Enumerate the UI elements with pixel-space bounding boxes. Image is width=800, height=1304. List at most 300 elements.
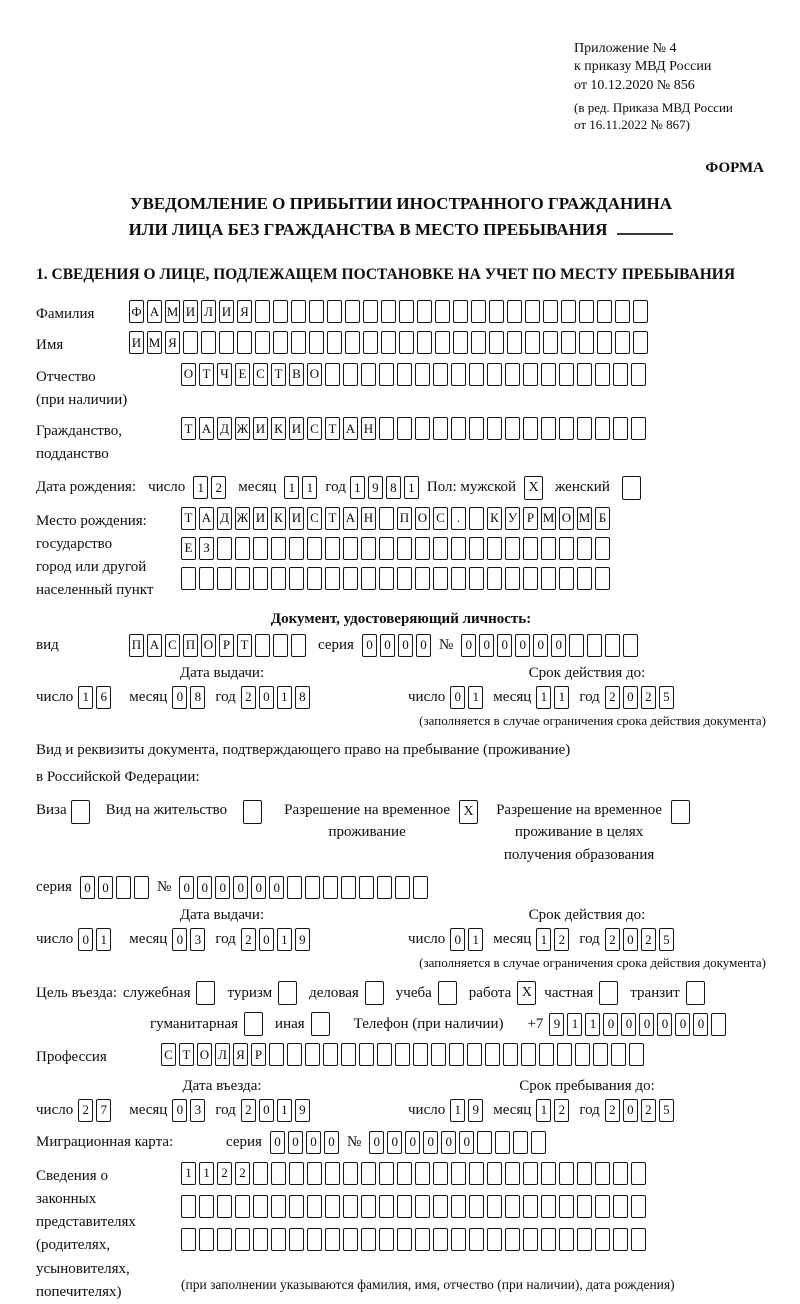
char-box[interactable]: 1 [78, 686, 93, 709]
char-box[interactable]: К [487, 507, 502, 530]
char-box[interactable] [183, 331, 198, 354]
char-box[interactable]: 0 [251, 876, 266, 899]
char-box[interactable] [359, 1043, 374, 1066]
char-box[interactable]: А [147, 300, 162, 323]
char-box[interactable] [513, 1131, 528, 1154]
char-box[interactable]: 0 [259, 928, 274, 951]
char-box[interactable]: 8 [190, 686, 205, 709]
char-box[interactable]: А [343, 417, 358, 440]
char-box[interactable] [289, 567, 304, 590]
char-box[interactable]: 1 [302, 476, 317, 499]
char-box[interactable]: 1 [468, 928, 483, 951]
char-box[interactable] [631, 1228, 646, 1251]
char-box[interactable]: 5 [659, 928, 674, 951]
char-box[interactable] [413, 876, 428, 899]
char-box[interactable] [345, 331, 360, 354]
char-box[interactable] [711, 1013, 726, 1036]
char-box[interactable]: 1 [96, 928, 111, 951]
char-box[interactable]: 9 [368, 476, 383, 499]
char-box[interactable] [235, 1195, 250, 1218]
char-box[interactable]: 0 [551, 634, 566, 657]
char-box[interactable]: О [415, 507, 430, 530]
char-box[interactable] [341, 876, 356, 899]
char-box[interactable] [523, 567, 538, 590]
char-box[interactable] [273, 300, 288, 323]
char-box[interactable] [577, 567, 592, 590]
char-box[interactable]: Ч [217, 363, 232, 386]
char-box[interactable] [449, 1043, 464, 1066]
char-box[interactable]: 1 [181, 1162, 196, 1185]
char-box[interactable] [559, 1162, 574, 1185]
char-box[interactable] [271, 1195, 286, 1218]
char-box[interactable]: Т [181, 507, 196, 530]
char-box[interactable] [433, 363, 448, 386]
char-box[interactable]: 5 [659, 1099, 674, 1122]
char-box[interactable]: Т [199, 363, 214, 386]
char-box[interactable]: И [253, 507, 268, 530]
char-box[interactable]: 2 [217, 1162, 232, 1185]
char-box[interactable]: 2 [241, 928, 256, 951]
char-box[interactable] [595, 537, 610, 560]
char-box[interactable] [467, 1043, 482, 1066]
char-box[interactable]: 9 [295, 1099, 310, 1122]
char-box[interactable] [451, 537, 466, 560]
char-box[interactable]: 0 [533, 634, 548, 657]
char-box[interactable]: П [183, 634, 198, 657]
char-box[interactable] [397, 1162, 412, 1185]
char-box[interactable]: 5 [659, 686, 674, 709]
char-box[interactable] [343, 1162, 358, 1185]
purpose-official-checkbox[interactable] [196, 981, 215, 1005]
char-box[interactable]: О [201, 634, 216, 657]
char-box[interactable] [505, 537, 520, 560]
char-box[interactable] [361, 537, 376, 560]
char-box[interactable] [613, 417, 628, 440]
char-box[interactable] [541, 1162, 556, 1185]
char-box[interactable] [559, 567, 574, 590]
char-box[interactable]: К [271, 507, 286, 530]
char-box[interactable] [597, 331, 612, 354]
char-box[interactable]: 2 [241, 1099, 256, 1122]
char-box[interactable] [397, 417, 412, 440]
char-box[interactable] [343, 363, 358, 386]
char-box[interactable]: Е [181, 537, 196, 560]
char-box[interactable] [431, 1043, 446, 1066]
char-box[interactable]: 2 [235, 1162, 250, 1185]
char-box[interactable]: 1 [567, 1013, 582, 1036]
char-box[interactable] [525, 331, 540, 354]
char-box[interactable] [199, 567, 214, 590]
char-box[interactable]: 2 [605, 1099, 620, 1122]
char-box[interactable]: 0 [369, 1131, 384, 1154]
char-box[interactable] [289, 1195, 304, 1218]
char-box[interactable] [451, 1162, 466, 1185]
residence-permit-checkbox[interactable] [243, 800, 262, 824]
char-box[interactable]: 9 [295, 928, 310, 951]
char-box[interactable]: 1 [468, 686, 483, 709]
char-box[interactable] [487, 1195, 502, 1218]
char-box[interactable] [487, 1162, 502, 1185]
char-box[interactable] [485, 1043, 500, 1066]
char-box[interactable] [633, 300, 648, 323]
char-box[interactable] [531, 1131, 546, 1154]
char-box[interactable] [361, 1228, 376, 1251]
char-box[interactable] [561, 331, 576, 354]
char-box[interactable]: 1 [536, 928, 551, 951]
char-box[interactable]: 0 [693, 1013, 708, 1036]
char-box[interactable]: Я [165, 331, 180, 354]
char-box[interactable] [593, 1043, 608, 1066]
char-box[interactable] [469, 417, 484, 440]
char-box[interactable]: 2 [554, 1099, 569, 1122]
char-box[interactable] [273, 331, 288, 354]
char-box[interactable] [451, 417, 466, 440]
char-box[interactable] [489, 300, 504, 323]
char-box[interactable] [273, 634, 288, 657]
char-box[interactable]: 0 [380, 634, 395, 657]
char-box[interactable] [471, 300, 486, 323]
char-box[interactable] [451, 1228, 466, 1251]
char-box[interactable] [377, 876, 392, 899]
char-box[interactable] [543, 331, 558, 354]
char-box[interactable] [381, 300, 396, 323]
char-box[interactable] [361, 567, 376, 590]
char-box[interactable] [323, 876, 338, 899]
char-box[interactable] [395, 876, 410, 899]
char-box[interactable] [559, 537, 574, 560]
char-box[interactable] [433, 417, 448, 440]
char-box[interactable] [287, 876, 302, 899]
char-box[interactable] [253, 1162, 268, 1185]
char-box[interactable] [469, 1162, 484, 1185]
char-box[interactable] [577, 417, 592, 440]
char-box[interactable] [181, 1228, 196, 1251]
char-box[interactable]: 9 [549, 1013, 564, 1036]
char-box[interactable] [305, 876, 320, 899]
char-box[interactable]: С [253, 363, 268, 386]
char-box[interactable] [469, 363, 484, 386]
char-box[interactable] [413, 1043, 428, 1066]
char-box[interactable]: 0 [172, 686, 187, 709]
char-box[interactable]: Т [271, 363, 286, 386]
char-box[interactable] [577, 1195, 592, 1218]
char-box[interactable] [505, 1228, 520, 1251]
char-box[interactable] [569, 634, 584, 657]
char-box[interactable]: П [129, 634, 144, 657]
char-box[interactable]: В [289, 363, 304, 386]
char-box[interactable] [587, 634, 602, 657]
char-box[interactable] [255, 634, 270, 657]
char-box[interactable] [559, 1228, 574, 1251]
char-box[interactable] [379, 1162, 394, 1185]
char-box[interactable]: 0 [215, 876, 230, 899]
gender-female-checkbox[interactable] [622, 476, 641, 500]
char-box[interactable] [343, 567, 358, 590]
char-box[interactable] [613, 1228, 628, 1251]
char-box[interactable]: О [559, 507, 574, 530]
char-box[interactable]: 3 [190, 1099, 205, 1122]
char-box[interactable]: 2 [241, 686, 256, 709]
char-box[interactable]: 1 [536, 1099, 551, 1122]
char-box[interactable]: 0 [405, 1131, 420, 1154]
char-box[interactable] [397, 1228, 412, 1251]
char-box[interactable]: И [129, 331, 144, 354]
char-box[interactable] [343, 1228, 358, 1251]
char-box[interactable] [361, 1162, 376, 1185]
char-box[interactable] [559, 363, 574, 386]
char-box[interactable]: Ж [235, 507, 250, 530]
char-box[interactable] [435, 300, 450, 323]
char-box[interactable]: 0 [657, 1013, 672, 1036]
char-box[interactable]: 1 [554, 686, 569, 709]
char-box[interactable] [557, 1043, 572, 1066]
char-box[interactable]: Е [235, 363, 250, 386]
char-box[interactable] [615, 331, 630, 354]
char-box[interactable] [379, 567, 394, 590]
char-box[interactable] [613, 1195, 628, 1218]
char-box[interactable]: 0 [233, 876, 248, 899]
char-box[interactable] [631, 417, 646, 440]
char-box[interactable]: . [451, 507, 466, 530]
char-box[interactable]: Б [595, 507, 610, 530]
char-box[interactable]: 2 [605, 928, 620, 951]
char-box[interactable]: 0 [416, 634, 431, 657]
char-box[interactable] [525, 300, 540, 323]
char-box[interactable] [217, 1195, 232, 1218]
char-box[interactable] [433, 1162, 448, 1185]
char-box[interactable]: 2 [641, 928, 656, 951]
char-box[interactable]: 0 [98, 876, 113, 899]
char-box[interactable] [523, 1195, 538, 1218]
char-box[interactable]: Т [325, 417, 340, 440]
char-box[interactable] [575, 1043, 590, 1066]
char-box[interactable] [523, 363, 538, 386]
char-box[interactable]: Т [179, 1043, 194, 1066]
char-box[interactable]: Ф [129, 300, 144, 323]
char-box[interactable] [505, 567, 520, 590]
char-box[interactable] [489, 331, 504, 354]
char-box[interactable]: О [307, 363, 322, 386]
char-box[interactable] [289, 1228, 304, 1251]
char-box[interactable] [487, 417, 502, 440]
char-box[interactable] [631, 363, 646, 386]
char-box[interactable] [613, 363, 628, 386]
char-box[interactable] [235, 537, 250, 560]
char-box[interactable] [201, 331, 216, 354]
char-box[interactable] [253, 1195, 268, 1218]
char-box[interactable] [433, 1228, 448, 1251]
char-box[interactable]: 0 [461, 634, 476, 657]
char-box[interactable] [415, 363, 430, 386]
char-box[interactable]: 0 [288, 1131, 303, 1154]
char-box[interactable] [399, 300, 414, 323]
char-box[interactable] [397, 567, 412, 590]
char-box[interactable] [399, 331, 414, 354]
char-box[interactable]: Ж [235, 417, 250, 440]
char-box[interactable] [505, 417, 520, 440]
purpose-work-checkbox[interactable]: X [517, 981, 536, 1005]
char-box[interactable] [291, 331, 306, 354]
char-box[interactable] [469, 507, 484, 530]
char-box[interactable] [307, 1162, 322, 1185]
char-box[interactable] [415, 1162, 430, 1185]
char-box[interactable]: 0 [78, 928, 93, 951]
char-box[interactable] [541, 417, 556, 440]
char-box[interactable]: Д [217, 507, 232, 530]
char-box[interactable] [487, 567, 502, 590]
char-box[interactable]: У [505, 507, 520, 530]
char-box[interactable] [379, 1195, 394, 1218]
char-box[interactable] [271, 567, 286, 590]
char-box[interactable]: М [147, 331, 162, 354]
char-box[interactable]: Н [361, 417, 376, 440]
char-box[interactable]: Р [251, 1043, 266, 1066]
char-box[interactable]: 0 [362, 634, 377, 657]
char-box[interactable] [469, 1195, 484, 1218]
char-box[interactable] [361, 1195, 376, 1218]
char-box[interactable] [271, 1162, 286, 1185]
char-box[interactable] [343, 537, 358, 560]
purpose-private-checkbox[interactable] [599, 981, 618, 1005]
char-box[interactable] [377, 1043, 392, 1066]
char-box[interactable]: 0 [621, 1013, 636, 1036]
char-box[interactable]: А [199, 507, 214, 530]
char-box[interactable]: 0 [639, 1013, 654, 1036]
purpose-humanitarian-checkbox[interactable] [244, 1012, 263, 1036]
char-box[interactable]: Н [361, 507, 376, 530]
char-box[interactable] [217, 567, 232, 590]
char-box[interactable]: 8 [295, 686, 310, 709]
char-box[interactable]: 0 [623, 928, 638, 951]
char-box[interactable]: З [199, 537, 214, 560]
char-box[interactable] [269, 1043, 284, 1066]
char-box[interactable]: 0 [479, 634, 494, 657]
char-box[interactable]: 1 [350, 476, 365, 499]
char-box[interactable]: 0 [197, 876, 212, 899]
purpose-other-checkbox[interactable] [311, 1012, 330, 1036]
char-box[interactable] [379, 537, 394, 560]
char-box[interactable] [523, 1162, 538, 1185]
char-box[interactable]: 0 [172, 928, 187, 951]
char-box[interactable]: 0 [259, 686, 274, 709]
char-box[interactable] [253, 537, 268, 560]
char-box[interactable]: 1 [277, 1099, 292, 1122]
char-box[interactable]: 0 [497, 634, 512, 657]
char-box[interactable] [495, 1131, 510, 1154]
char-box[interactable] [611, 1043, 626, 1066]
char-box[interactable] [451, 363, 466, 386]
char-box[interactable] [363, 331, 378, 354]
char-box[interactable] [289, 537, 304, 560]
char-box[interactable] [379, 1228, 394, 1251]
char-box[interactable] [305, 1043, 320, 1066]
char-box[interactable]: И [219, 300, 234, 323]
char-box[interactable] [507, 331, 522, 354]
char-box[interactable] [469, 537, 484, 560]
char-box[interactable]: М [165, 300, 180, 323]
char-box[interactable]: 0 [80, 876, 95, 899]
char-box[interactable]: 1 [536, 686, 551, 709]
char-box[interactable]: И [289, 417, 304, 440]
char-box[interactable] [379, 363, 394, 386]
char-box[interactable] [559, 417, 574, 440]
char-box[interactable] [433, 567, 448, 590]
char-box[interactable] [253, 567, 268, 590]
char-box[interactable] [415, 1228, 430, 1251]
char-box[interactable] [433, 537, 448, 560]
char-box[interactable]: А [199, 417, 214, 440]
char-box[interactable] [309, 331, 324, 354]
char-box[interactable]: 2 [641, 686, 656, 709]
gender-male-checkbox[interactable]: X [524, 476, 543, 500]
char-box[interactable]: 1 [199, 1162, 214, 1185]
char-box[interactable] [397, 1195, 412, 1218]
char-box[interactable] [433, 1195, 448, 1218]
char-box[interactable] [613, 1162, 628, 1185]
char-box[interactable] [327, 300, 342, 323]
char-box[interactable] [181, 1195, 196, 1218]
char-box[interactable] [469, 1228, 484, 1251]
char-box[interactable] [325, 1228, 340, 1251]
char-box[interactable] [539, 1043, 554, 1066]
char-box[interactable] [307, 1228, 322, 1251]
char-box[interactable] [595, 1195, 610, 1218]
char-box[interactable]: 2 [78, 1099, 93, 1122]
char-box[interactable] [415, 537, 430, 560]
char-box[interactable]: Д [217, 417, 232, 440]
purpose-study-checkbox[interactable] [438, 981, 457, 1005]
char-box[interactable]: И [183, 300, 198, 323]
char-box[interactable] [595, 1228, 610, 1251]
char-box[interactable] [199, 1195, 214, 1218]
char-box[interactable] [595, 567, 610, 590]
char-box[interactable] [134, 876, 149, 899]
char-box[interactable] [323, 1043, 338, 1066]
char-box[interactable] [395, 1043, 410, 1066]
char-box[interactable] [577, 537, 592, 560]
char-box[interactable] [451, 1195, 466, 1218]
char-box[interactable]: И [253, 417, 268, 440]
char-box[interactable]: 0 [306, 1131, 321, 1154]
temp-residence-education-checkbox[interactable] [671, 800, 690, 824]
char-box[interactable]: Л [201, 300, 216, 323]
char-box[interactable] [307, 537, 322, 560]
char-box[interactable] [343, 1195, 358, 1218]
char-box[interactable] [577, 363, 592, 386]
char-box[interactable] [271, 1228, 286, 1251]
char-box[interactable] [577, 1162, 592, 1185]
char-box[interactable]: Я [237, 300, 252, 323]
char-box[interactable] [435, 331, 450, 354]
char-box[interactable]: 2 [605, 686, 620, 709]
visa-checkbox[interactable] [71, 800, 90, 824]
char-box[interactable]: С [307, 507, 322, 530]
char-box[interactable] [379, 417, 394, 440]
char-box[interactable] [253, 1228, 268, 1251]
char-box[interactable] [595, 417, 610, 440]
char-box[interactable] [615, 300, 630, 323]
char-box[interactable] [361, 363, 376, 386]
char-box[interactable]: 2 [554, 928, 569, 951]
char-box[interactable] [561, 300, 576, 323]
char-box[interactable]: 0 [459, 1131, 474, 1154]
char-box[interactable]: 0 [441, 1131, 456, 1154]
char-box[interactable] [397, 537, 412, 560]
char-box[interactable] [541, 567, 556, 590]
char-box[interactable]: 0 [270, 1131, 285, 1154]
char-box[interactable] [595, 363, 610, 386]
char-box[interactable] [487, 363, 502, 386]
